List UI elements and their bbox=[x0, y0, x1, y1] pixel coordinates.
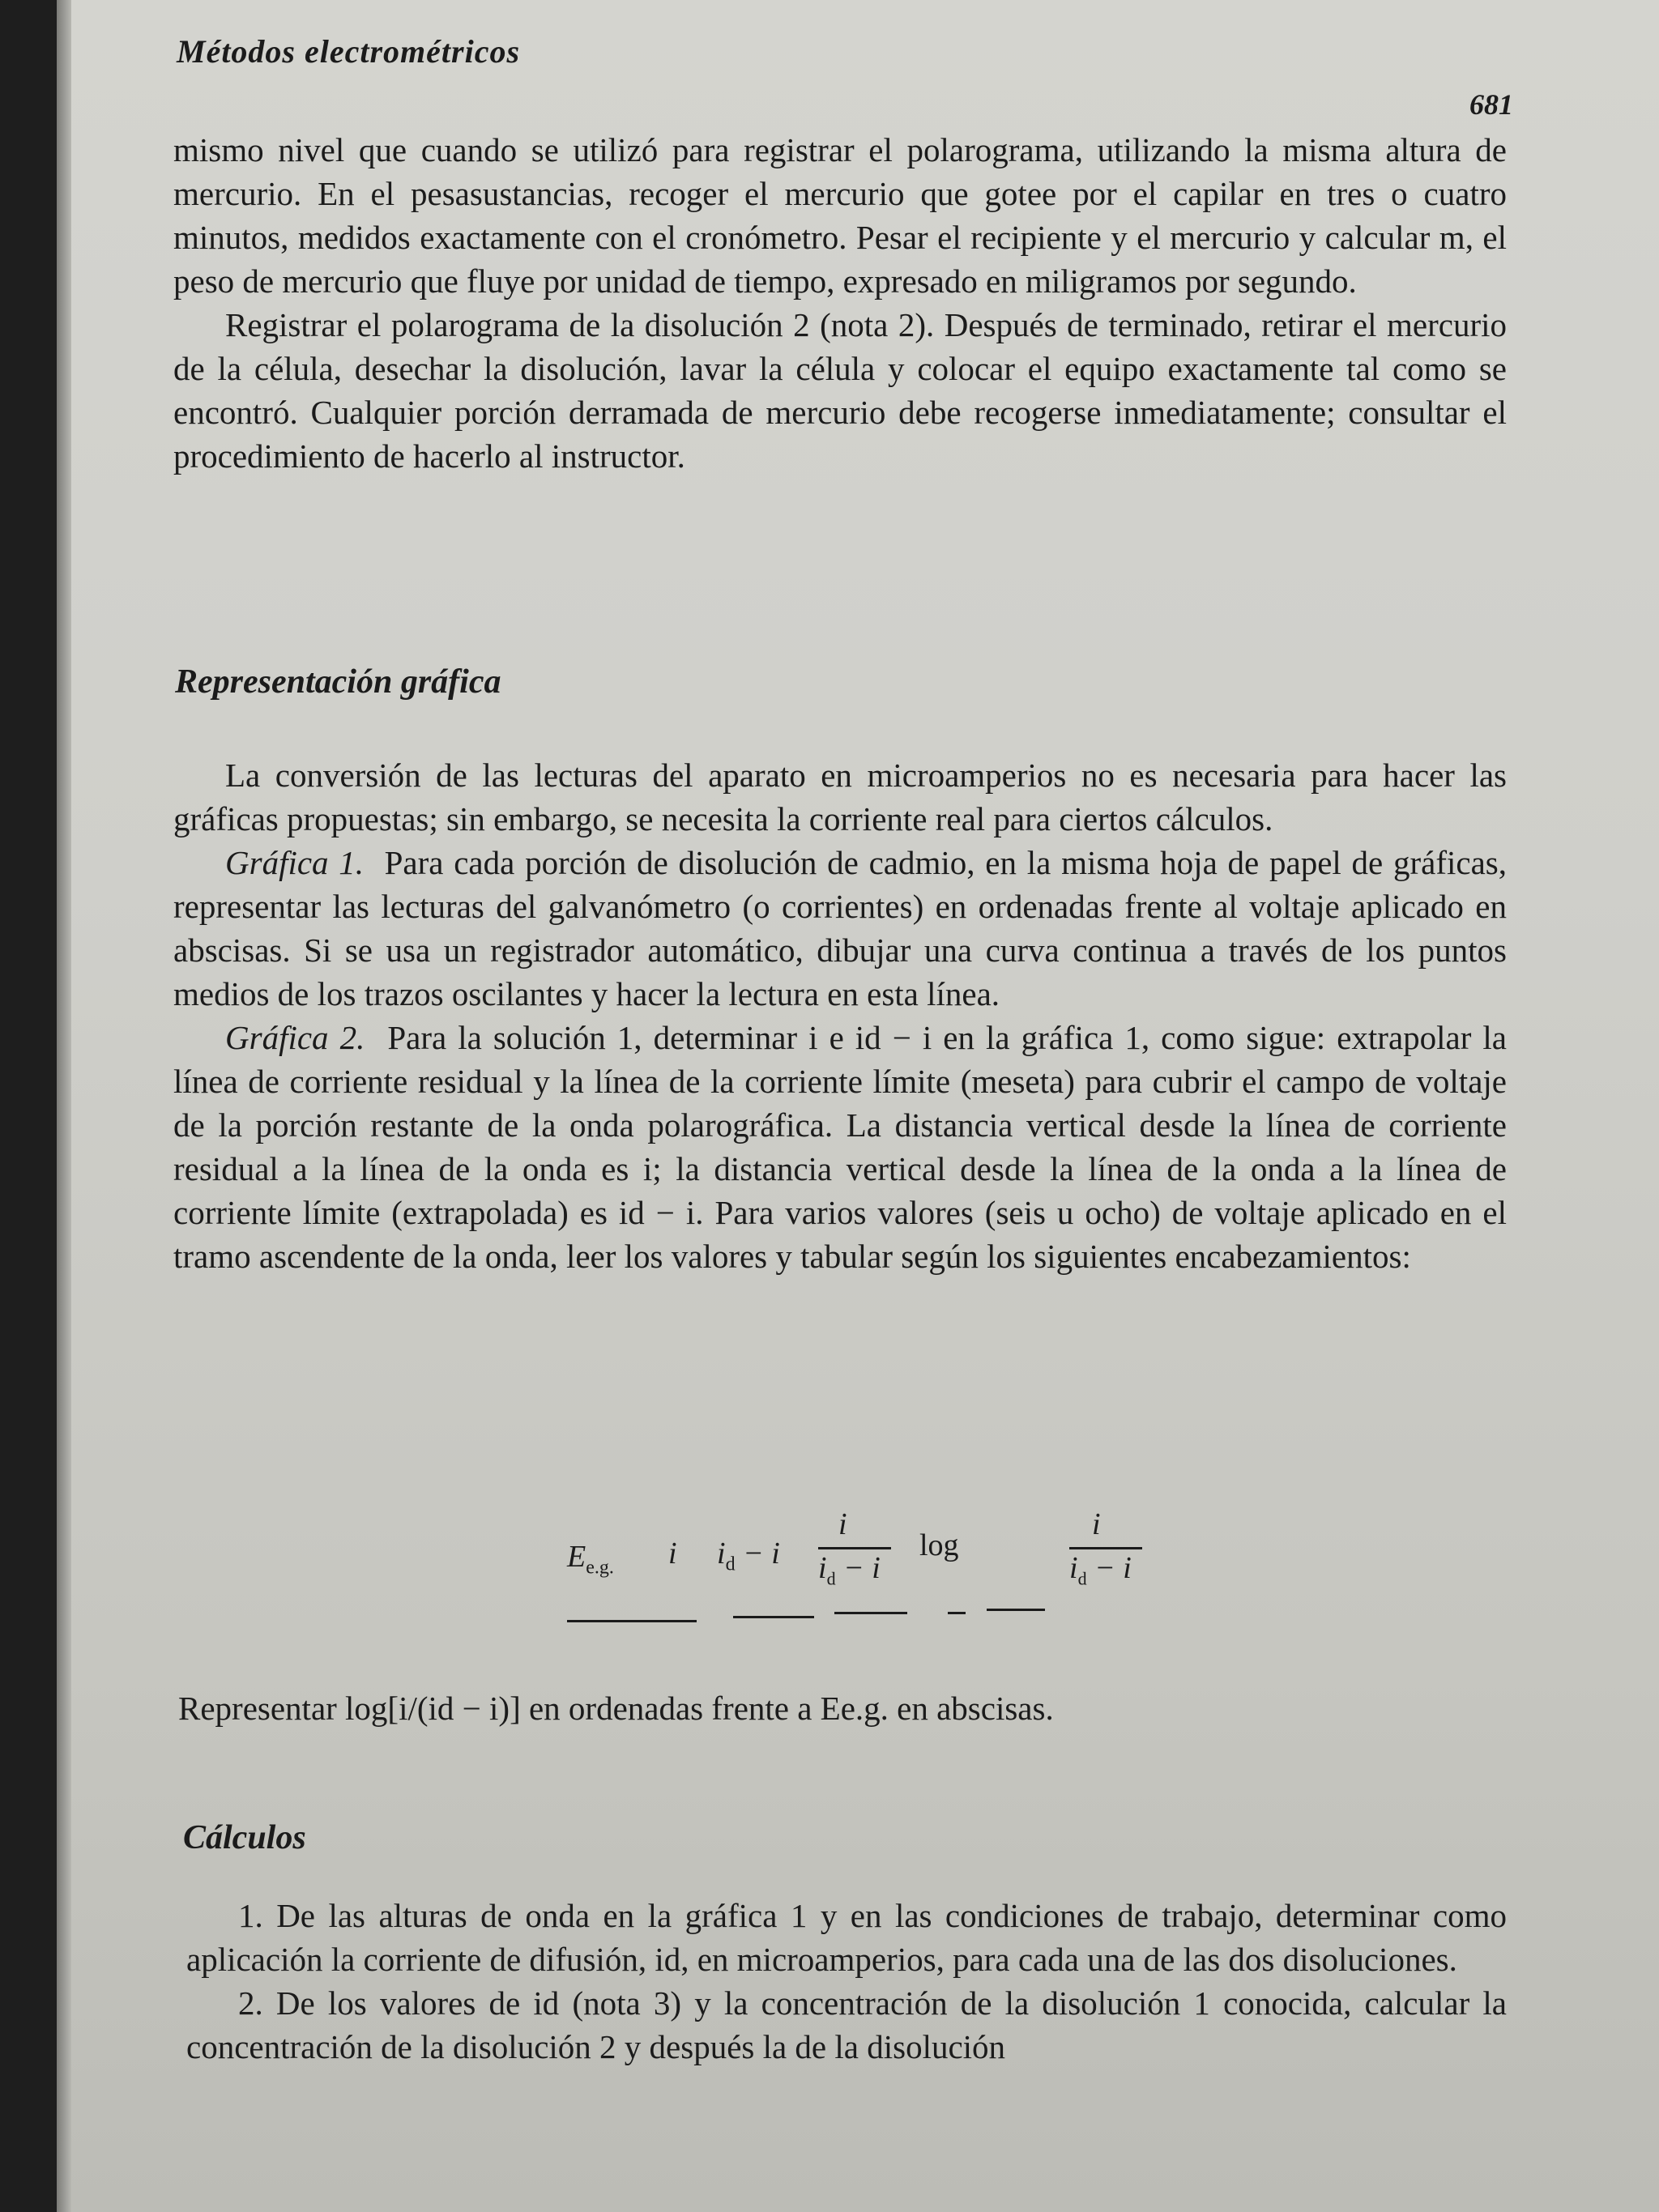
blank-col-frac bbox=[834, 1612, 907, 1614]
book-page bbox=[57, 0, 1659, 2212]
paragraph-register-polarogram: Registrar el polarograma de la disolución 2 (nota 2). Después de terminado, retirar el mercurio de la célula, desechar la disolución, lavar la célula y colocar el equipo exactamente tal como se encontró. Cualquier porción derramada de mercurio debe recogerse inmediatamente; consultar el procedimiento de hacerlo al instructor. bbox=[173, 306, 1507, 475]
col-id-minus-i: $i_d - i$ bbox=[717, 1536, 780, 1575]
log-frac-denominator: $i_d - i$ bbox=[1069, 1551, 1132, 1589]
log-frac-numerator: i bbox=[1092, 1507, 1101, 1541]
section-heading-calculations: Cálculos bbox=[183, 1819, 306, 1856]
running-title: Métodos electrométricos bbox=[177, 33, 521, 70]
calc-item-1: 1. De las alturas de onda en la gráfica 1 y en las condiciones de trabajo, determinar como aplicación la corriente de difusión, id, en microamperios, para cada una de las dos disoluciones. bbox=[186, 1897, 1507, 1978]
page-number: 681 bbox=[1469, 88, 1513, 121]
paragraph-continuation: mismo nivel que cuando se utilizó para registrar el polarograma, utilizando la misma altura de mercurio. En el pesasustancias, recoger el mercurio que gotee por el capilar en tres o cuatro minutos, medidos exactamente con el cronómetro. Pesar el recipiente y el mercurio y calcular m, el peso de mercurio que fluye por unidad de tiempo, expresado en miligramos por segundo. bbox=[173, 131, 1507, 300]
frac-denominator: $i_d - i$ bbox=[818, 1551, 881, 1589]
plot-instruction-block bbox=[178, 1686, 1512, 1730]
blank-col-i bbox=[733, 1616, 814, 1618]
graph2-label: Gráfica 2. bbox=[225, 1019, 365, 1056]
col-e: $E_{e.g.}$ bbox=[567, 1540, 614, 1579]
col-i: i bbox=[668, 1536, 677, 1571]
blank-col-small bbox=[948, 1612, 966, 1614]
calc-item-2: 2. De los valores de id (nota 3) y la concentración de la disolución 1 conocida, calcular la concentración de la disolución 2 y después la de la disolución bbox=[186, 1984, 1507, 2065]
graph1-paragraph bbox=[173, 841, 1507, 1016]
log-label: log bbox=[919, 1528, 959, 1562]
calc-text-block bbox=[186, 1894, 1507, 2069]
frac-numerator: i bbox=[838, 1507, 847, 1541]
graphs-intro: La conversión de las lecturas del aparato en microamperios no es necesaria para hacer las gráficas propuestas; sin embargo, se necesita la corriente real para ciertos cálculos. bbox=[173, 757, 1507, 837]
plot-instruction: Representar log[i/(id − i)] en ordenadas frente a Ee.g. en abscisas. bbox=[178, 1690, 1054, 1727]
section-heading-graphs: Representación gráfica bbox=[175, 663, 501, 701]
top-text-block bbox=[173, 128, 1507, 478]
log-fraction-bar bbox=[1069, 1547, 1142, 1549]
graphs-text-block bbox=[173, 753, 1507, 1278]
table-headings-formula bbox=[567, 1490, 1183, 1652]
graph1-label: Gráfica 1. bbox=[225, 844, 365, 881]
book-spine-shadow bbox=[57, 0, 71, 2212]
fraction-bar bbox=[818, 1547, 891, 1549]
blank-col-log bbox=[987, 1609, 1045, 1611]
blank-col-e bbox=[567, 1620, 697, 1622]
graph2-paragraph bbox=[173, 1016, 1507, 1278]
graph1-text: Para cada porción de disolución de cadmio, en la misma hoja de papel de gráficas, representar las lecturas del galvanómetro (o corrientes) en ordenadas frente al voltaje aplicado en abscisas. Si se usa un registrador automático, dibujar una curva continua a través de los puntos medios de los trazos oscilantes y hacer la lectura en esta línea. bbox=[173, 844, 1508, 1012]
graph2-text: Para la solución 1, determinar i e id − i en la gráfica 1, como sigue: extrapolar la línea de corriente residual y la línea de la corriente límite (meseta) para cubrir el campo de voltaje de la porción restante de la onda polarográfica. La distancia vertical desde la línea de corriente residual a la línea de la onda es i; la distancia vertical desde la línea de la onda a la línea de corriente límite (extrapolada) es id − i. Para varios valores (seis u ocho) de voltaje aplicado en el tramo ascendente de la onda, leer los valores y tabular según los siguientes encabezamientos: bbox=[173, 1019, 1508, 1275]
